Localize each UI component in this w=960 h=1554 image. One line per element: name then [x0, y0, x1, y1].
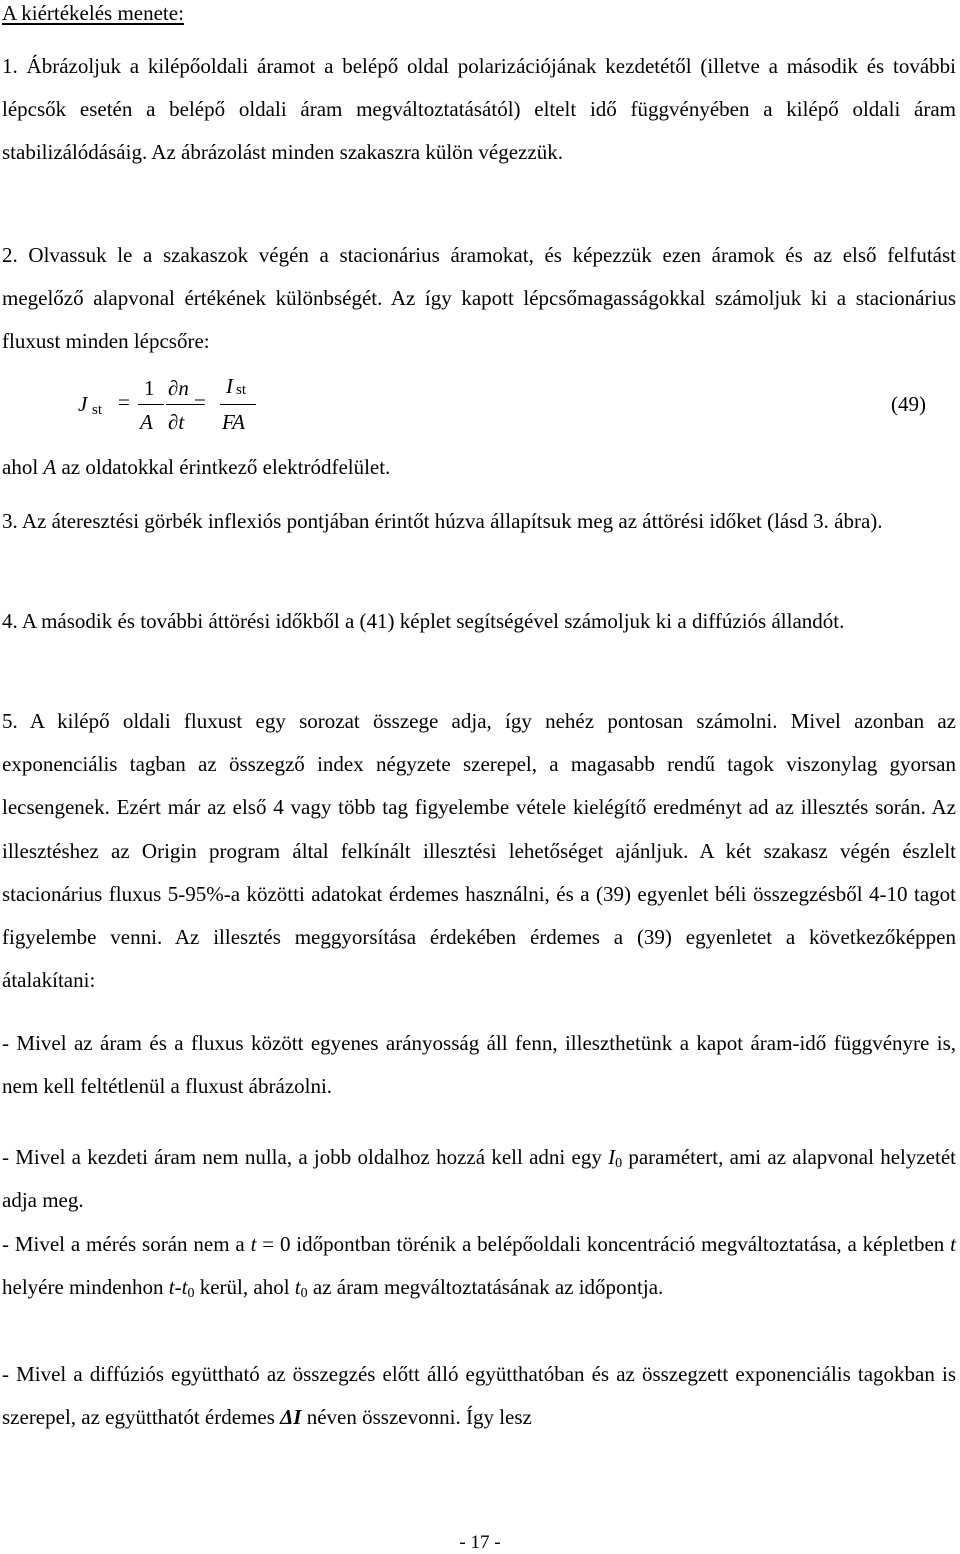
page-number: - 17 - [459, 1532, 501, 1553]
var-t: t [294, 1275, 301, 1300]
area-definition-paragraph [2, 446, 956, 489]
eq-equals-2: = [194, 390, 206, 414]
var-t: t [250, 1232, 257, 1256]
bullet-time-text-c: helyére mindenhon [2, 1275, 169, 1300]
var-I: I [608, 1145, 616, 1169]
step-4-text: 4. A második és további áttörési időkből a (41) képlet segítségével számoljuk ki a diffúziós állandót. [2, 609, 845, 633]
var-t: t [168, 1275, 175, 1300]
eq-fraction-bar-1 [138, 404, 164, 405]
sub-0: 0 [300, 1286, 308, 1302]
step-1-text: 1. Ábrázoljuk a kilépőoldali áramot a belépő oldal polarizációjának kezdetétől (illetve a második és további lépcsők esetén a belépő oldali áram megváltoztatásától) eltelt idő függvényében a kilépő oldali áram stabilizálódásáig. Az ábrázolást minden szakaszra külön végezzük. [2, 54, 956, 165]
step-5-text: 5. A kilépő oldali fluxust egy sorozat összege adja, így nehéz pontosan számolni. Mivel azonban az exponenciális tagban az összegző index négyzete szerepel, a magasabb rendű tagok viszonylag gyorsan lecsengenek. Ezért már az első 4 vagy több tag figyelembe vétele kielégítő eredményt ad az illesztés során. Az illesztéshez az Origin program által felkínált illesztési lehetőséget ajánljuk. A két szakasz végén észlelt stacionárius fluxus 5-95%-a közötti adatokat érdemes használni, és a (39) egyenlet béli összegzésből 4-10 tagot figyelembe venni. Az illesztés meggyorsítása érdekében érdemes a (39) egyenletet a következőképpen átalakítani: [2, 709, 956, 993]
step-3-text: 3. Az áteresztési görbék inflexiós pontjában érintőt húzva állapítsuk meg az áttörési időket (lásd 3. ábra). [2, 509, 883, 533]
eq-num-2: ∂n [168, 376, 189, 400]
bullet-time-text-e: kerül, ahol [194, 1275, 295, 1300]
eq-num-1: 1 [144, 376, 155, 400]
sub-0: 0 [187, 1286, 195, 1302]
eq-num-3: I [226, 374, 233, 398]
bullet-time-text-d: - [174, 1275, 182, 1300]
area-text-pre: ahol [2, 455, 44, 479]
eq-fraction-bar-3 [220, 404, 256, 405]
bullet-initial-text-a: - Mivel a kezdeti áram nem nulla, a jobb oldalhoz hozzá kell adni egy [2, 1145, 609, 1169]
eq-den-1: A [140, 410, 153, 434]
eq-num-3-sub: st [236, 382, 247, 398]
bullet-time-text-f: az áram megváltoztatásának az időpontja. [307, 1275, 664, 1300]
step-3-paragraph [2, 500, 956, 543]
var-t: t [181, 1275, 188, 1300]
area-text-post: az oldatokkal érintkező elektródfelület. [56, 455, 391, 479]
bullet-initial-text-b: paramétert, ami az alapvonal helyzetét adja meg. [2, 1145, 956, 1213]
step-4-paragraph [2, 600, 956, 643]
bullet-diffusion-text-a: - Mivel a diffúziós együttható az összegzés előtt álló együtthatóban és az összegzett exponenciális tagokban is szerepel, az együtthatót érdemes [2, 1362, 956, 1430]
step-2-paragraph [2, 234, 956, 364]
eq-den-2: ∂t [168, 410, 185, 434]
bullet-diffusion [2, 1353, 956, 1439]
step-2-text: 2. Olvassuk le a szakaszok végén a stacionárius áramokat, és képezzük ezen áramok és az első felfutást megelőző alapvonal értékének különbségét. Az így kapott lépcsőmagasságokkal számoljuk ki a stacionárius fluxust minden lépcsőre: [2, 243, 956, 354]
delta-symbol: Δ [280, 1405, 294, 1430]
section-heading: A kiértékelés menete: [2, 1, 184, 25]
bullet-diffusion-text-b: néven összevonni. Így lesz [301, 1405, 532, 1430]
eq-den-3: FA [222, 410, 245, 434]
eq-lhs: J [78, 392, 88, 416]
step-1-paragraph [2, 45, 956, 175]
bullet-time-text-a: - Mivel a mérés során nem a [2, 1232, 251, 1256]
eq-lhs-sub: st [92, 402, 103, 418]
bullet-time-shift [2, 1223, 956, 1309]
bullet-initial-current [2, 1136, 956, 1222]
eq-equals-1: = [118, 390, 130, 414]
var-I: I [293, 1405, 302, 1430]
equation-number: (49) [891, 392, 926, 416]
var-t: t [950, 1232, 956, 1256]
bullet-current-flux-text: - Mivel az áram és a fluxus között egyenes arányosság áll fenn, illeszthetünk a kapot áram-idő függvényre is, nem kell feltétlenül a fluxust ábrázolni. [2, 1031, 956, 1099]
bullet-current-flux [2, 1022, 956, 1108]
var-A: A [43, 455, 57, 479]
step-5-paragraph [2, 700, 956, 1002]
bullet-time-text-b: = 0 időpontban törénik a belépőoldali koncentráció megváltoztatása, a képletben [256, 1232, 951, 1256]
equation-49 [78, 374, 948, 444]
sub-0: 0 [615, 1156, 623, 1171]
